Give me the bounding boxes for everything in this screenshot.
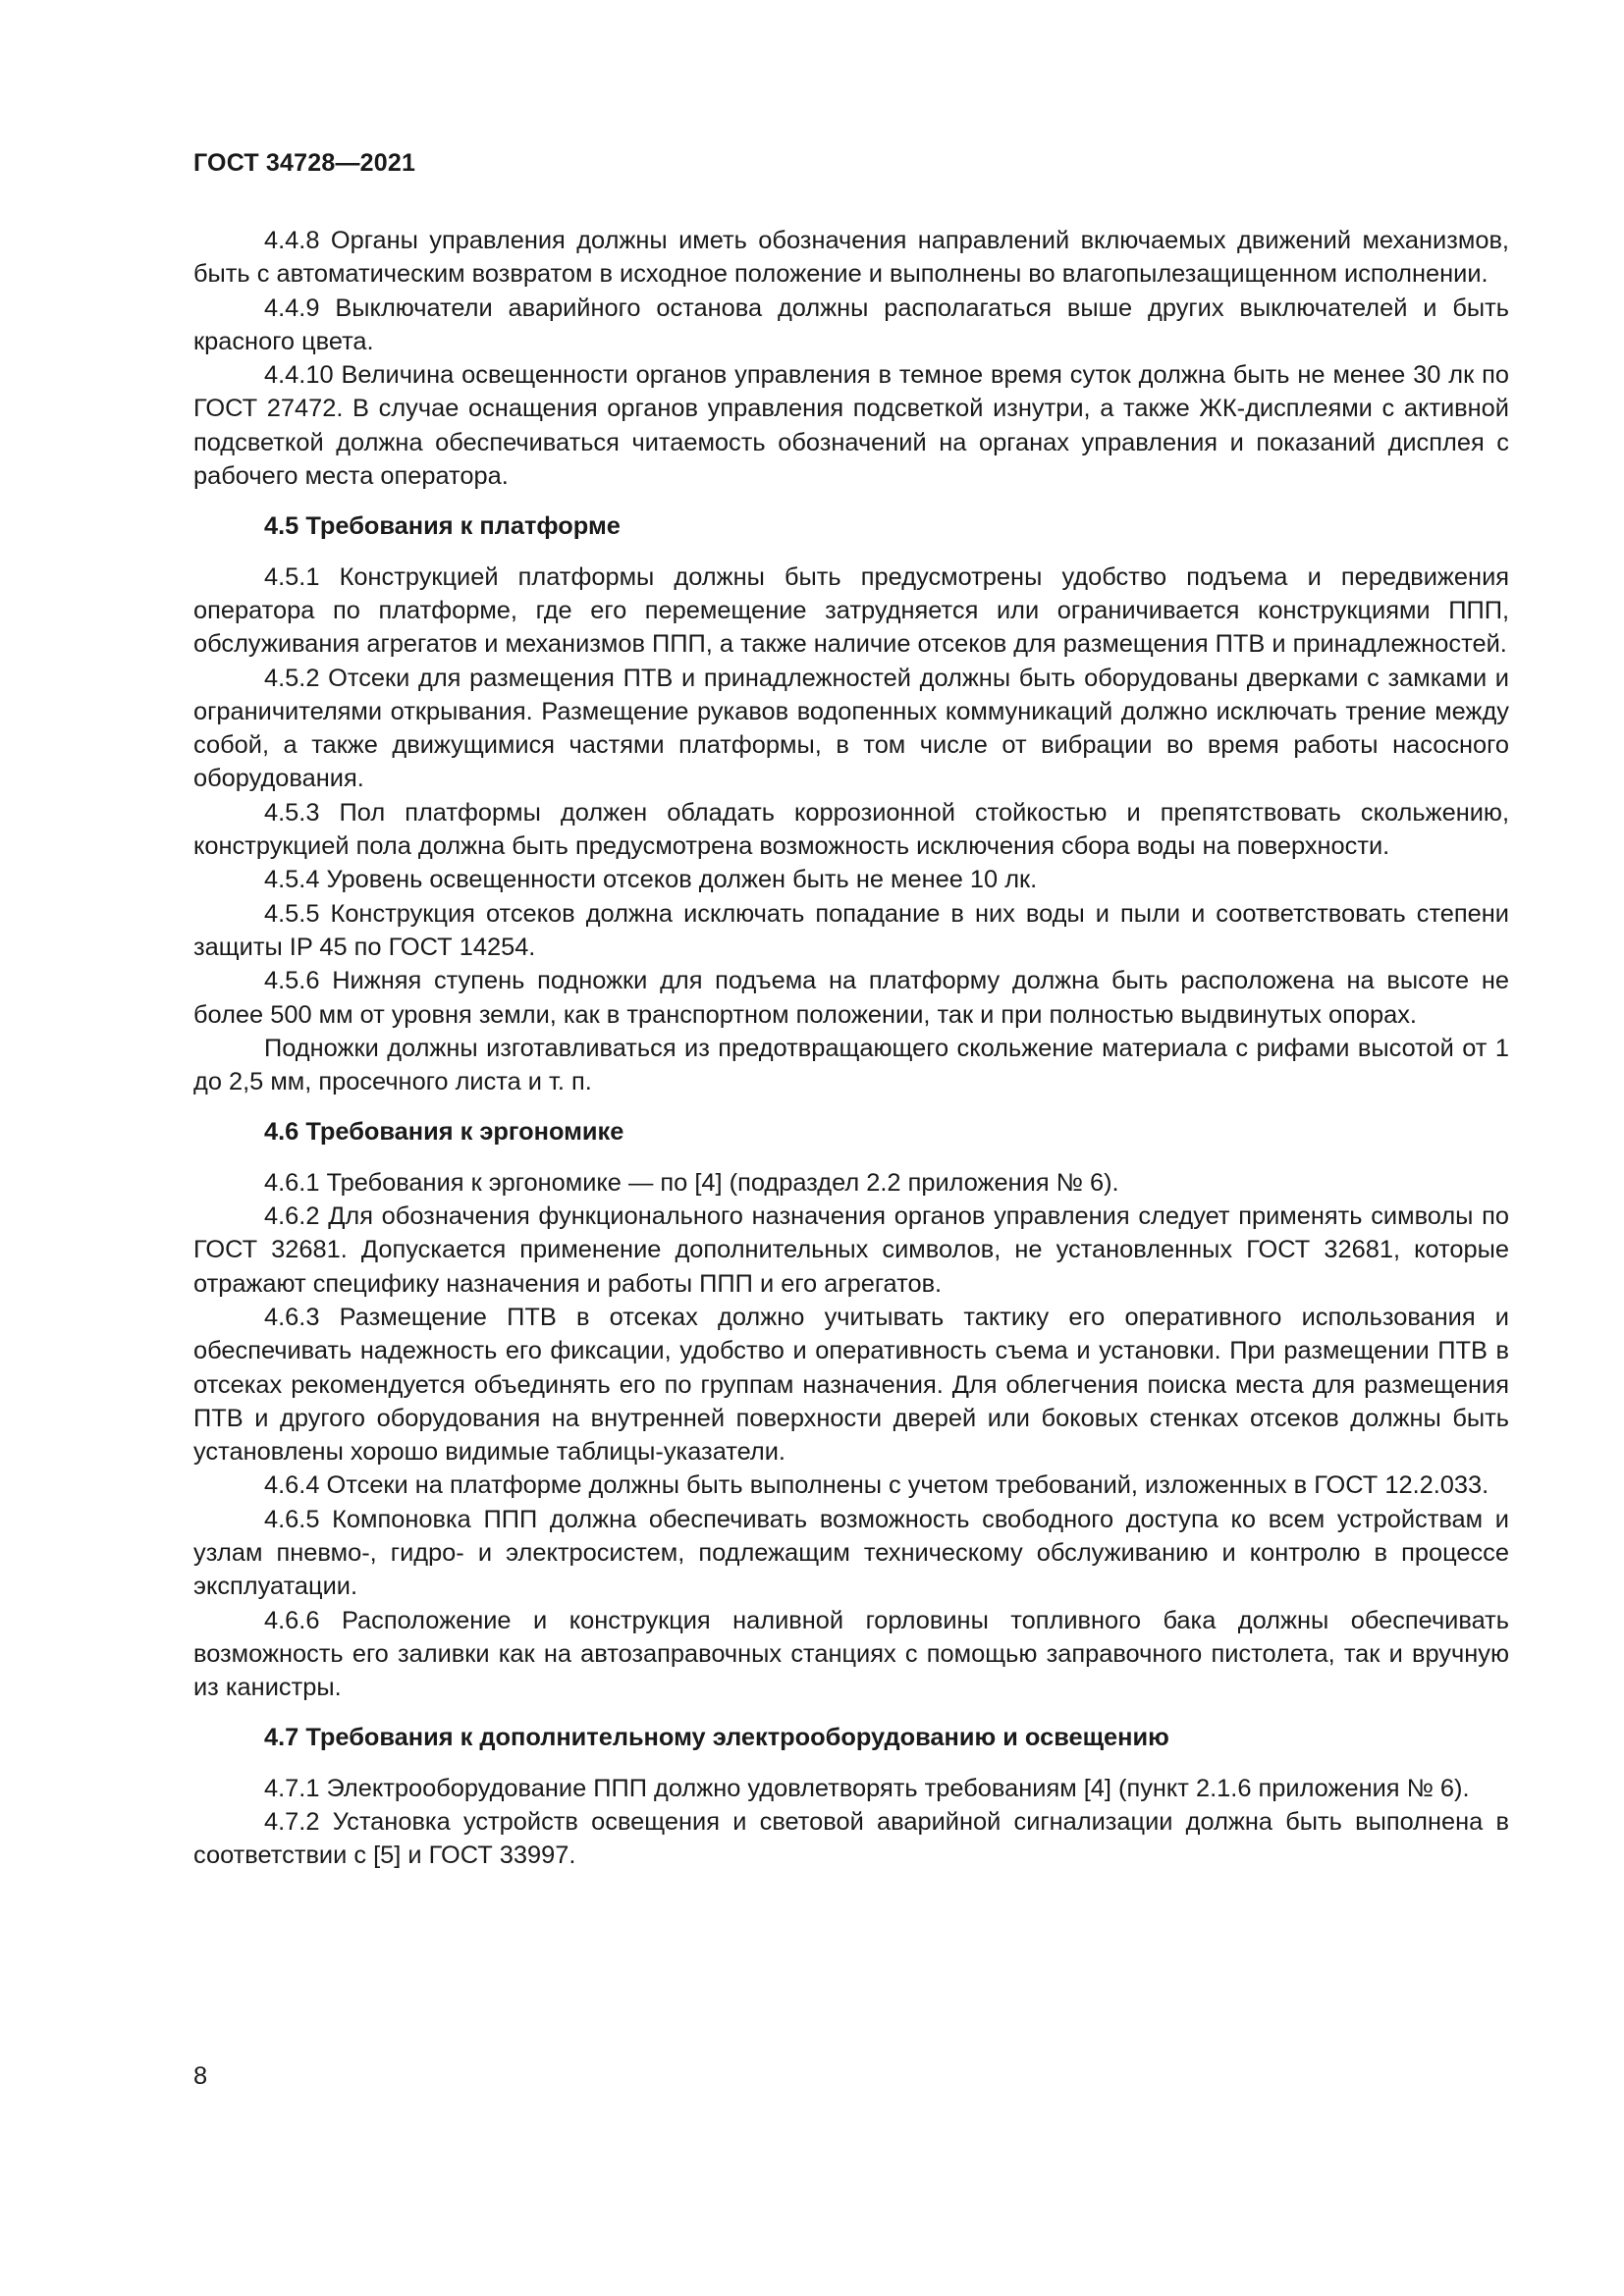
paragraph-4-5-5: 4.5.5 Конструкция отсеков должна исключать попадание в них воды и пыли и соответствовать степени защиты IP 45 по ГОСТ 14254. — [193, 899, 1509, 961]
paragraph-4-5-2: 4.5.2 Отсеки для размещения ПТВ и принадлежностей должны быть оборудованы дверками с замками и ограничителями открывания. Размещение рукавов водопенных коммуникаций должно исключать трение между собой, а также движущимися частями платформы, в том числе от вибрации во время работы насосного оборудования. — [193, 664, 1509, 793]
document-body — [193, 224, 1509, 1873]
paragraph-4-5-4: 4.5.4 Уровень освещенности отсеков должен быть не менее 10 лк. — [264, 866, 1038, 894]
paragraph-4-5-6: 4.5.6 Нижняя ступень подножки для подъема на платформу должна быть расположена на высоте не более 500 мм от уровня земли, как в транспортном положении, так и при полностью выдвинутых опорах. — [193, 967, 1509, 1029]
paragraph-4-7-2: 4.7.2 Установка устройств освещения и световой аварийной сигнализации должна быть выполнена в соответствии с [5] и ГОСТ 33997. — [193, 1808, 1509, 1870]
section-heading-4-7: 4.7 Требования к дополнительному электрооборудованию и освещению — [264, 1724, 1169, 1752]
paragraph-4-6-5: 4.6.5 Компоновка ППП должна обеспечивать возможность свободного доступа ко всем устройствам и узлам пневмо-, гидро- и электросистем, подлежащим техническому обслуживанию и контролю в процессе эксплуатации. — [193, 1505, 1509, 1601]
paragraph-4-5-3: 4.5.3 Пол платформы должен обладать коррозионной стойкостью и препятствовать скольжению, конструкцией пола должна быть предусмотрена возможность исключения сбора воды на поверхности. — [193, 798, 1509, 861]
paragraph-4-6-1: 4.6.1 Требования к эргономике — по [4] (подраздел 2.2 приложения № 6). — [264, 1168, 1119, 1197]
paragraph-4-4-10: 4.4.10 Величина освещенности органов управления в темное время суток должна быть не менее 30 лк по ГОСТ 27472. В случае оснащения органов управления подсветкой изнутри, а также ЖК-дисплеями с активной подсветкой должна обеспечиваться читаемость обозначений на органах управления и показаний дисплея с рабочего места оператора. — [193, 361, 1509, 491]
section-heading-4-5: 4.5 Требования к платформе — [264, 512, 621, 541]
paragraph-4-5-6-note: Подножки должны изготавливаться из предотвращающего скольжение материала с рифами высотой от 1 до 2,5 мм, просечного листа и т. п. — [193, 1034, 1509, 1096]
document-header: ГОСТ 34728—2021 — [193, 149, 416, 177]
paragraph-4-6-2: 4.6.2 Для обозначения функционального назначения органов управления следует применять символы по ГОСТ 32681. Допускается применение дополнительных символов, не установленных ГОСТ 32681, которые отражают специфику назначения и работы ППП и его агрегатов. — [193, 1202, 1509, 1298]
paragraph-4-6-4: 4.6.4 Отсеки на платформе должны быть выполнены с учетом требований, изложенных в ГОСТ 12.2.033. — [264, 1471, 1489, 1500]
page-number: 8 — [193, 2062, 208, 2090]
paragraph-4-4-9: 4.4.9 Выключатели аварийного останова должны располагаться выше других выключателей и быть красного цвета. — [193, 294, 1509, 355]
paragraph-4-7-1: 4.7.1 Электрооборудование ППП должно удовлетворять требованиям [4] (пункт 2.1.6 приложения № 6). — [264, 1774, 1470, 1802]
paragraph-4-6-3: 4.6.3 Размещение ПТВ в отсеках должно учитывать тактику его оперативного использования и обеспечивать надежность его фиксации, удобство и оперативность съема и установки. При размещении ПТВ в отсеках рекомендуется объединять его по группам назначения. Для облегчения поиска места для размещения ПТВ и другого оборудования на внутренней поверхности дверей или боковых стенках отсеков должны быть установлены хорошо видимые таблицы-указатели. — [193, 1303, 1509, 1467]
paragraph-4-5-1: 4.5.1 Конструкцией платформы должны быть предусмотрены удобство подъема и передвижения оператора по платформе, где его перемещение затрудняется или ограничивается конструкциями ППП, обслуживания агрегатов и механизмов ППП, а также наличие отсеков для размещения ПТВ и принадлежностей. — [193, 562, 1509, 659]
paragraph-4-4-8: 4.4.8 Органы управления должны иметь обозначения направлений включаемых движений механизмов, быть с автоматическим возвратом в исходное положение и выполнены во влагопылезащищенном исполнении. — [193, 227, 1509, 289]
paragraph-4-6-6: 4.6.6 Расположение и конструкция наливной горловины топливного бака должны обеспечивать возможность его заливки как на автозаправочных станциях с помощью заправочного пистолета, так и вручную из канистры. — [193, 1606, 1509, 1702]
section-heading-4-6: 4.6 Требования к эргономике — [264, 1118, 624, 1147]
